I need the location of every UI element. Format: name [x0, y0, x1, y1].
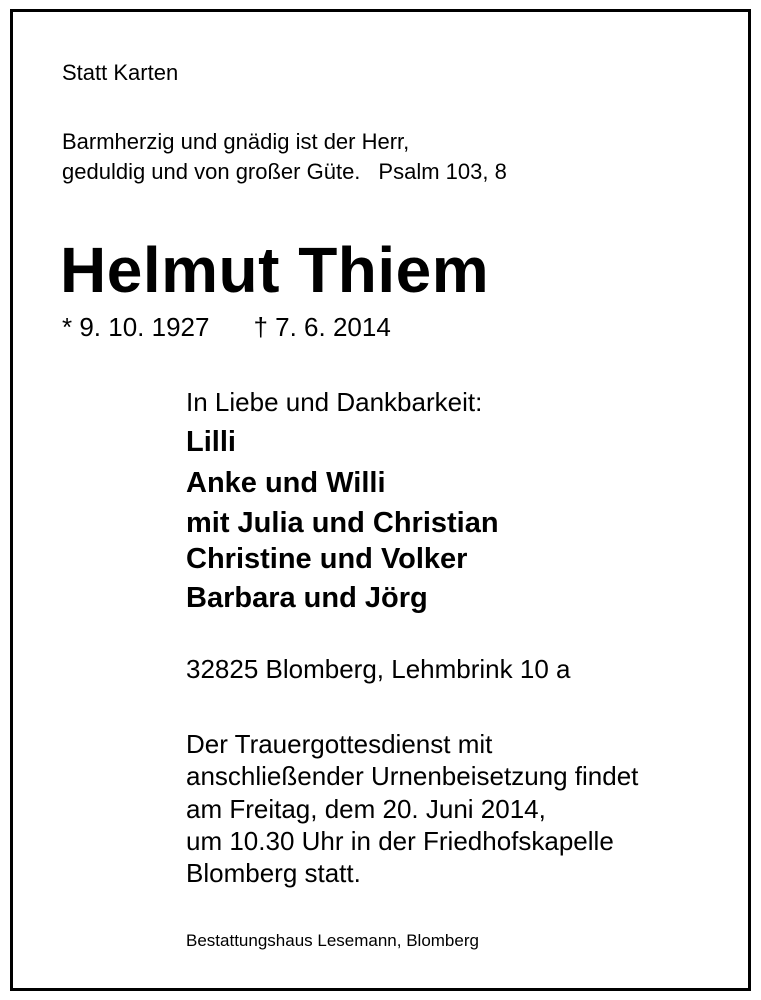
dedication-text: In Liebe und Dankbarkeit:	[186, 387, 483, 417]
service-line: um 10.30 Uhr in der Friedhofskapelle	[186, 826, 614, 856]
address-text: 32825 Blomberg, Lehmbrink 10 a	[186, 654, 571, 684]
death-date: † 7. 6. 2014	[253, 312, 391, 342]
service-line: Blomberg statt.	[186, 858, 361, 888]
mourner-name: Anke und Willi	[186, 467, 386, 499]
mourner-name: mit Julia und Christian	[186, 507, 499, 539]
deceased-name: Helmut Thiem	[60, 234, 490, 306]
service-line: Der Trauergottesdienst mit	[186, 729, 493, 759]
birth-date: * 9. 10. 1927	[62, 312, 210, 342]
service-line: anschließender Urnenbeisetzung findet	[186, 761, 639, 791]
mourner-name: Lilli	[186, 426, 236, 458]
funeral-home-text: Bestattungshaus Lesemann, Blomberg	[186, 931, 479, 950]
verse-line-1: Barmherzig und gnädig ist der Herr,	[62, 129, 410, 154]
header-text: Statt Karten	[62, 60, 179, 85]
life-dates	[62, 314, 391, 340]
verse-line-2	[62, 161, 507, 183]
mourner-name: Barbara und Jörg	[186, 582, 428, 614]
verse-reference: Psalm 103, 8	[378, 159, 507, 184]
mourner-name: Christine und Volker	[186, 543, 468, 575]
verse-text: geduldig und von großer Güte.	[62, 159, 361, 184]
service-line: am Freitag, dem 20. Juni 2014,	[186, 794, 546, 824]
